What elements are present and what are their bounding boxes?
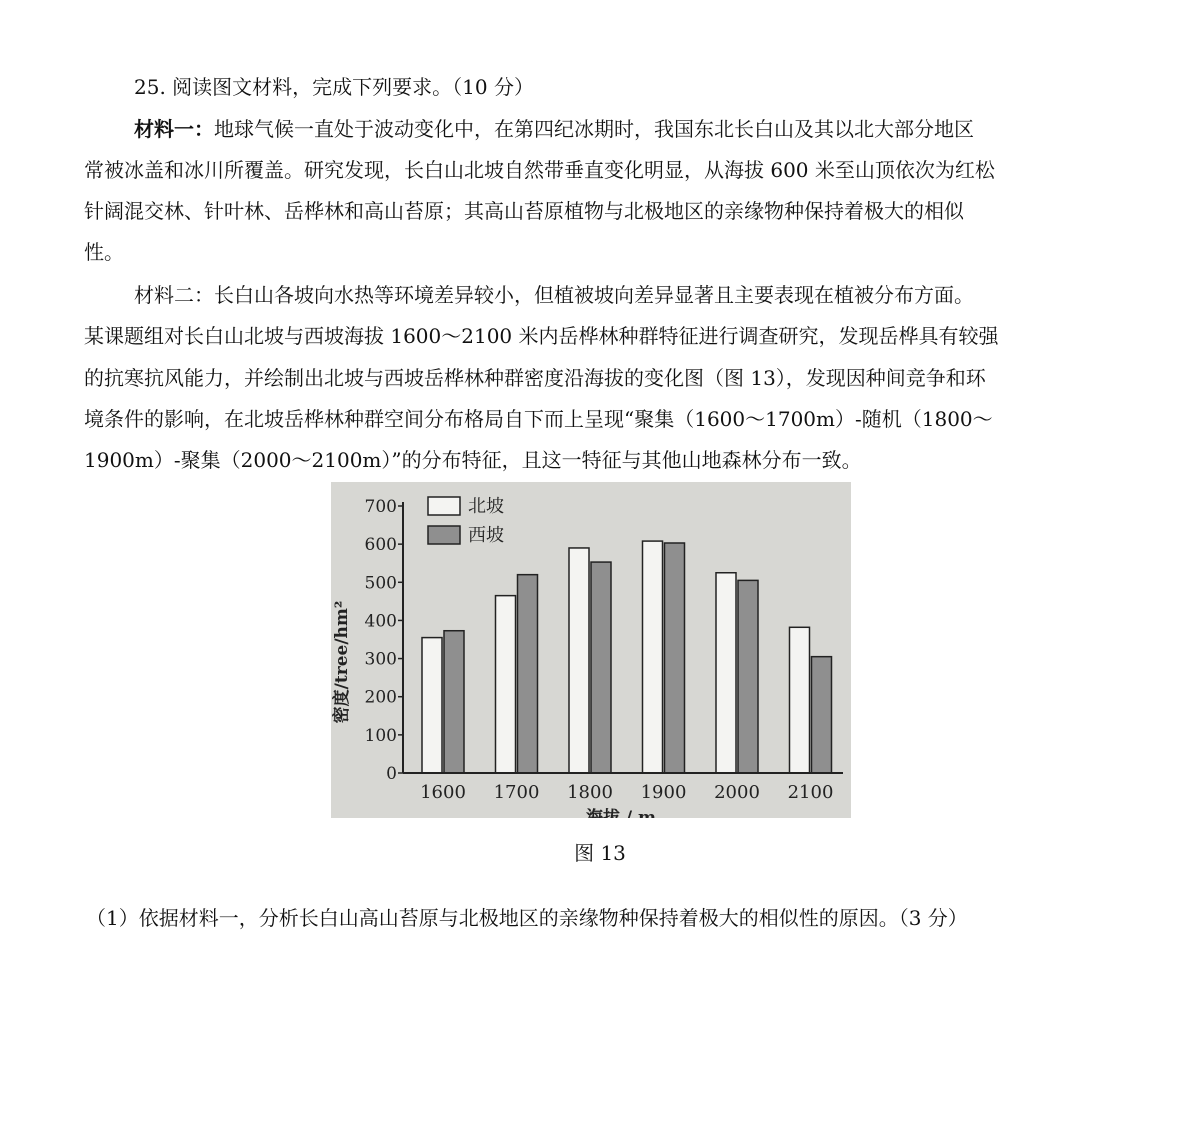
x-axis-ticks (420, 782, 833, 803)
y-tick-label: 300 (364, 649, 397, 670)
bar-west-1600 (444, 631, 464, 773)
material1-text-1: 地球气候一直处于波动变化中，在第四纪冰期时，我国东北长白山及其以北大部分地区 (214, 117, 974, 141)
bar-north-1700 (496, 596, 516, 773)
y-tick-label: 200 (364, 687, 397, 708)
y-axis-ticks (365, 497, 403, 784)
bar-west-2000 (738, 580, 758, 773)
y-axis-label: 密度/tree/hm² (332, 600, 352, 724)
bar-west-1900 (665, 543, 685, 773)
x-tick-label: 2100 (787, 782, 834, 803)
x-tick-label: 1900 (640, 782, 687, 803)
bar-north-1800 (569, 548, 589, 773)
bar-west-1800 (591, 562, 611, 773)
x-tick-label: 1700 (493, 782, 540, 803)
material1-line-2: 常被冰盖和冰川所覆盖。研究发现，长白山北坡自然带垂直变化明显，从海拔 600 米至山顶依次为红松 (84, 158, 995, 182)
material2-line-4: 境条件的影响，在北坡岳桦林种群空间分布格局自下而上呈现“聚集（1600～1700m）-随机（1800～ (84, 407, 993, 431)
bar-north-1600 (422, 638, 442, 773)
chart-svg (331, 482, 851, 818)
material1-line-1 (134, 114, 1124, 144)
x-axis-label: 海拔 / m (585, 808, 657, 818)
material1-line-4: 性。 (84, 240, 124, 264)
question-heading: 25. 阅读图文材料，完成下列要求。（10 分） (134, 75, 534, 99)
question-1: （1）依据材料一，分析长白山高山苔原与北极地区的亲缘物种保持着极大的相似性的原因。（3 分） (86, 906, 968, 930)
y-tick-label: 700 (364, 497, 397, 517)
figure-13-chart (331, 482, 851, 818)
legend (428, 496, 504, 546)
y-tick-label: 400 (364, 611, 397, 632)
bar-west-1700 (518, 575, 538, 773)
x-tick-label: 1600 (420, 782, 466, 803)
legend-label-west: 西坡 (468, 525, 504, 546)
bar-north-2000 (716, 573, 736, 773)
bar-north-2100 (790, 627, 810, 773)
bar-north-1900 (643, 541, 663, 773)
y-tick-label: 600 (364, 535, 397, 556)
figure-caption: 图 13 (574, 841, 626, 865)
material2-line-2: 某课题组对长白山北坡与西坡海拔 1600～2100 米内岳桦林种群特征进行调查研究，发现岳桦具有较强 (84, 324, 999, 348)
legend-swatch-west (428, 526, 460, 544)
material2-line-5: 1900m）-聚集（2000～2100m）”的分布特征，且这一特征与其他山地森林分布一致。 (84, 448, 862, 472)
y-tick-label: 500 (364, 573, 397, 594)
legend-label-north: 北坡 (468, 496, 504, 517)
x-tick-label: 2000 (714, 782, 760, 803)
material2-line-3: 的抗寒抗风能力，并绘制出北坡与西坡岳桦林种群密度沿海拔的变化图（图 13），发现因种间竞争和环 (84, 366, 986, 390)
material2-line-1: 材料二：长白山各坡向水热等环境差异较小，但植被坡向差异显著且主要表现在植被分布方面。 (134, 283, 974, 307)
bars-group (422, 541, 832, 773)
material1-label: 材料一： (134, 117, 214, 141)
y-tick-label: 100 (364, 725, 397, 746)
bar-west-2100 (812, 657, 832, 773)
material1-line-3: 针阔混交林、针叶林、岳桦林和高山苔原；其高山苔原植物与北极地区的亲缘物种保持着极大的相似 (84, 199, 964, 223)
y-tick-label: 0 (386, 764, 397, 784)
legend-swatch-north (428, 497, 460, 515)
x-tick-label: 1800 (567, 782, 613, 803)
